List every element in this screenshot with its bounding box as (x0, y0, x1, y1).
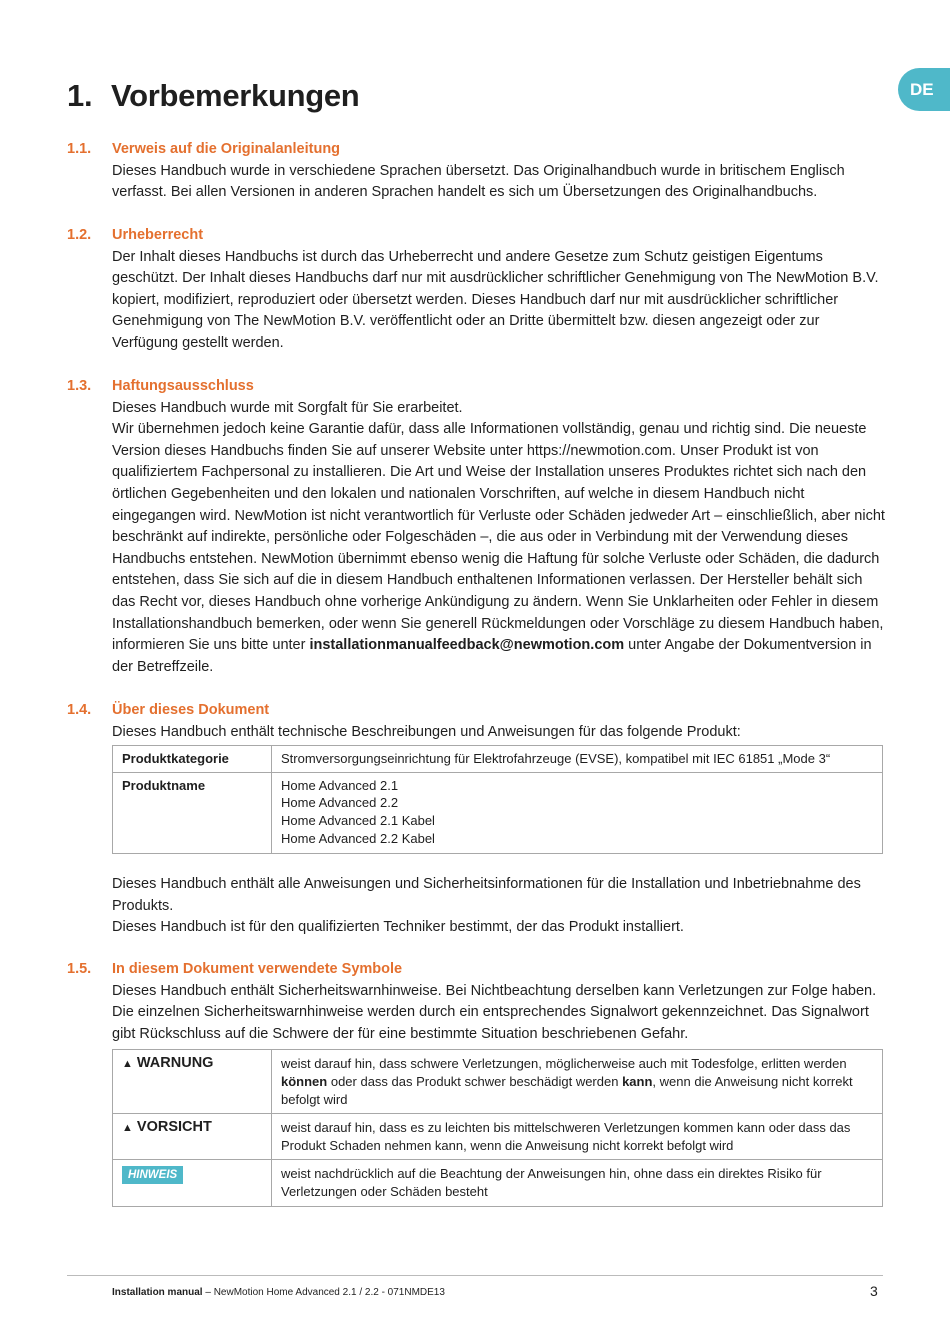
table-cell-value: Stromversorgungseinrichtung für Elektrofahrzeuge (EVSE), kompatibel mit IEC 61851 „Mode 3“ (272, 746, 883, 773)
caution-triangle-icon: ▲ (122, 1122, 133, 1135)
table-cell-label (113, 1160, 272, 1206)
section-number: 1.2. (67, 227, 92, 243)
language-tab: DE (898, 68, 950, 111)
table-row (113, 1050, 883, 1114)
page-title (67, 78, 359, 114)
footer-divider (67, 1275, 883, 1276)
section-number: 1.1. (67, 141, 92, 157)
text-span: unter Angabe der Dokumentversion in der Betreffzeile. (112, 637, 872, 675)
text-span: Wir übernehmen jedoch keine Garantie dafür, dass alle Informationen vollständig, genau und richtig sind. Die neueste Version dieses Handbuchs finden Sie auf unserer Website unter https://newmotion.com. Unser Produkt ist von qualifiziertem Fachpersonal zu installieren. Die Art und Weise der Installation unseres Produktes richtet sich nach den örtlichen Gegebenheiten und den lokalen und nationalen Vorschriften, auf welche in diesem Handbuch nicht eingegangen wird. NewMotion ist nicht verantwortlich für Verluste oder Schäden jedweder Art – einschließlich, aber nicht beschränkt auf indirekte, persönliche oder Folgeschäden –, die aus oder in Verbindung mit der Verwendung dieses Handbuchs entstehen. NewMotion übernimmt ebenso wenig die Haftung für solche Verluste oder Schäden, die dadurch entstehen, dass Sie sich auf die in diesem Handbuch enthaltenen Informationen verlassen. Der Hersteller behält sich das Recht vor, dieses Handbuch ohne vorherige Ankündigung zu ändern. Wenn Sie Unklarheiten oder Fehler in diesem Installationshandbuch bemerken, oder wenn Sie generell Rückmeldungen oder Vorschläge zu diesem Handbuch haben, informieren Sie uns bitte unter (112, 421, 885, 654)
section-body (112, 874, 887, 939)
table-row (113, 746, 883, 773)
section-title: Über dieses Dokument (112, 702, 270, 718)
section-number: 1.5. (67, 961, 92, 977)
table-cell-value: weist darauf hin, dass es zu leichten bis mittelschweren Verletzungen kommen kann oder dass das Produkt Schaden nehmen kann, wenn die Anweisung nicht korrekt befolgt wird (272, 1114, 883, 1160)
footer-manual-label: Installation manual (112, 1287, 203, 1298)
section-heading (67, 700, 887, 722)
section-title: In diesem Dokument verwendete Symbole (112, 961, 403, 977)
table-row (113, 1160, 883, 1206)
table-row (113, 772, 883, 853)
paragraph: Dieses Handbuch wurde in verschiedene Sprachen übersetzt. Das Originalhandbuch wurde in britischem Englisch verfasst. Bei allen Versionen in anderen Sprachen handelt es sich um Übersetzungen des Originalhandbuchs. (112, 162, 845, 201)
section-1-2 (67, 225, 887, 355)
section-heading (67, 139, 887, 161)
paragraph (112, 419, 887, 678)
paragraph: Dieses Handbuch wurde mit Sorgfalt für Sie erarbeitet. (112, 399, 463, 416)
paragraph: Dieses Handbuch enthält Sicherheitswarnhinweise. Bei Nichtbeachtung derselben kann Verletzungen zur Folge haben. Die einzelnen Sicherheitswarnhinweise werden durch ein entsprechendes Signalwort gekennzeichnet. Das Signalwort gibt Rückschluss auf die Schwere der für eine bestimmte Situation beschriebenen Gefahr. (112, 982, 877, 1042)
product-name: Home Advanced 2.2 (281, 795, 399, 811)
section-title: Haftungsausschluss (112, 378, 254, 394)
emphasis: können (281, 1073, 328, 1089)
table-cell-value (272, 1050, 883, 1114)
section-body (112, 161, 887, 204)
warning-triangle-icon: ▲ (122, 1058, 133, 1071)
table-cell-label (113, 1114, 272, 1160)
text-span: , wenn die Anweisung nicht korrekt befolgt wird (281, 1073, 853, 1107)
table-cell-value (272, 772, 883, 853)
table-cell-value: weist nachdrücklich auf die Beachtung der Anweisungen hin, ohne dass ein direktes Risiko für Verletzungen oder Schäden besteht (272, 1160, 883, 1206)
section-1-1 (67, 139, 887, 204)
product-table (112, 745, 883, 854)
footer-document-id: – NewMotion Home Advanced 2.1 / 2.2 - 071NMDE13 (202, 1287, 445, 1298)
paragraph: Dieses Handbuch enthält technische Beschreibungen und Anweisungen für das folgende Produkt: (112, 723, 741, 740)
paragraph: Der Inhalt dieses Handbuchs ist durch das Urheberrecht und andere Gesetze zum Schutz geistigen Eigentums geschützt. Der Inhalt dieses Handbuchs darf nur mit ausdrücklicher schriftlicher Genehmigung von The NewMotion B.V. kopiert, modifiziert, reproduziert oder übersetzt werden. Dieses Handbuch darf nur mit ausdrücklicher schriftlicher Genehmigung von The NewMotion B.V. veröffentlicht oder an Dritte übermittelt bzw. diesen angezeigt oder zur Verfügung gestellt werden. (112, 248, 879, 351)
section-title: Verweis auf die Originalanleitung (112, 141, 341, 157)
section-number: 1.3. (67, 378, 92, 394)
table-cell-label (113, 1050, 272, 1114)
paragraph: Dieses Handbuch ist für den qualifizierten Techniker bestimmt, der das Produkt installiert. (112, 919, 684, 936)
text-span: weist darauf hin, dass schwere Verletzungen, möglicherweise auch mit Todesfolge, erlitten werden (281, 1056, 847, 1072)
signal-word-caution: VORSICHT (136, 1119, 212, 1136)
section-heading (67, 225, 887, 247)
footer-text (112, 1287, 445, 1298)
section-1-3 (67, 376, 887, 678)
section-title: Urheberrecht (112, 227, 204, 243)
table-cell-label: Produktkategorie (113, 746, 272, 773)
product-name: Home Advanced 2.1 (281, 777, 399, 793)
table-row (113, 1114, 883, 1160)
section-heading (67, 959, 887, 981)
page-number: 3 (870, 1283, 878, 1299)
section-body (112, 398, 887, 679)
section-1-5 (67, 959, 887, 1207)
signal-word-warning: WARNUNG (136, 1055, 214, 1072)
emphasis: kann (622, 1073, 653, 1089)
section-body (112, 722, 887, 744)
feedback-email[interactable]: installationmanualfeedback@newmotion.com (309, 637, 625, 654)
section-heading (67, 376, 887, 398)
symbols-table (112, 1049, 883, 1206)
section-1-4 (67, 700, 887, 939)
section-number: 1.4. (67, 702, 92, 718)
paragraph: Dieses Handbuch enthält alle Anweisungen und Sicherheitsinformationen für die Installation und Inbetriebnahme des Produkts. (112, 876, 861, 914)
product-name: Home Advanced 2.1 Kabel (281, 812, 435, 828)
note-badge: HINWEIS (122, 1166, 183, 1184)
chapter-number: 1. (67, 78, 93, 113)
section-body (112, 981, 887, 1046)
chapter-title: Vorbemerkungen (111, 78, 360, 113)
text-span: oder dass das Produkt schwer beschädigt werden (327, 1073, 623, 1089)
section-body (112, 247, 887, 355)
table-cell-label: Produktname (113, 772, 272, 853)
product-name: Home Advanced 2.2 Kabel (281, 830, 435, 846)
